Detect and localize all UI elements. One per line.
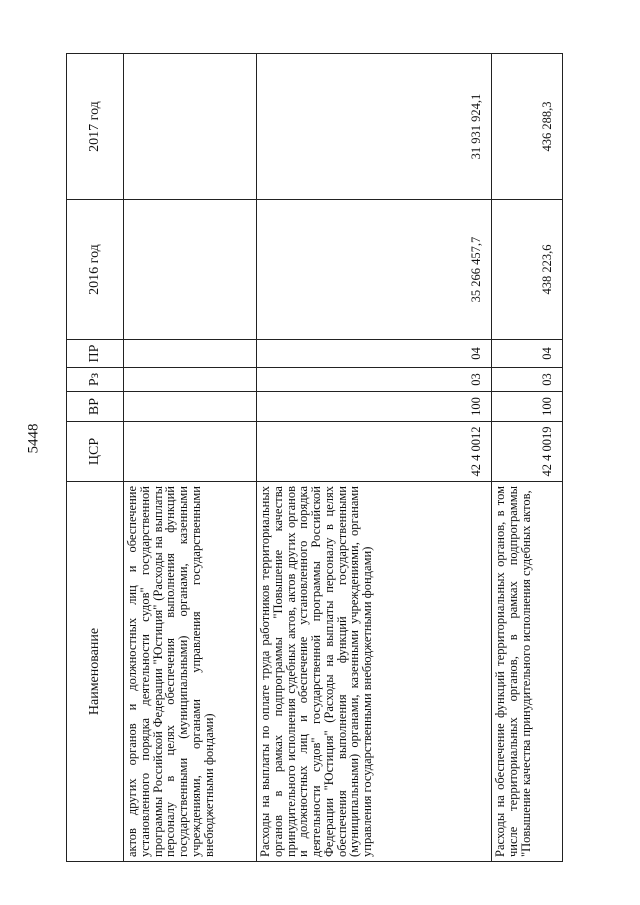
page-number: 5448: [25, 423, 42, 454]
row-name: Расходы на обеспечение функций территориальных органов, в том числе территориальных органов, в рамках подпрограммы "Повышение качества принудительного исполнения судебных актов,: [492, 482, 563, 862]
row-pr: 04: [257, 340, 492, 368]
table-row: [257, 54, 492, 862]
budget-table: [66, 53, 563, 862]
header-vr: ВР: [67, 392, 124, 422]
header-rz: Рз: [67, 368, 124, 392]
row-rz: 03: [257, 368, 492, 392]
row-vr: [124, 392, 257, 422]
header-csr: ЦСР: [67, 422, 124, 482]
row-2016: [124, 200, 257, 340]
row-2016: 35 266 457,7: [257, 200, 492, 340]
row-csr: 42 4 0012: [257, 422, 492, 482]
row-name: Расходы на выплаты по оплате труда работников территориальных органов в рамках подпрограммы "Повышение качества принудительного исполнения судебных актов, актов других органов и должностных лиц и обеспечение установленного порядка деятельности судов" государственной программы Российской Федерации "Юстиция" (Расходы на выплаты персоналу в целях обеспечения выполнения функций государственными (муниципальными) органами, казенными учреждениями, органами управления государственными внебюджетными фондами): [257, 482, 492, 862]
document-table-rotated: [66, 54, 555, 862]
row-vr: 100: [492, 392, 563, 422]
table-row: [492, 54, 563, 862]
header-2017: 2017 год: [67, 54, 124, 200]
table-row: [124, 54, 257, 862]
header-name: Наименование: [67, 482, 124, 862]
header-pr: ПР: [67, 340, 124, 368]
row-2017: [124, 54, 257, 200]
row-pr: 04: [492, 340, 563, 368]
row-2016: 438 223,6: [492, 200, 563, 340]
row-csr: [124, 422, 257, 482]
row-2017: 436 288,3: [492, 54, 563, 200]
row-rz: [124, 368, 257, 392]
row-csr: 42 4 0019: [492, 422, 563, 482]
row-2017: 31 931 924,1: [257, 54, 492, 200]
row-pr: [124, 340, 257, 368]
row-rz: 03: [492, 368, 563, 392]
row-vr: 100: [257, 392, 492, 422]
header-2016: 2016 год: [67, 200, 124, 340]
table-header-row: [67, 54, 124, 862]
row-name: актов других органов и должностных лиц и обеспечение установленного порядка деятельности судов" государственной программы Российской Федерации "Юстиция" (Расходы на выплаты персоналу в целях обеспечения выполнения функций государственными (муниципальными) органами, казенными учреждениями, органами управления государственными внебюджетными фондами): [124, 482, 257, 862]
